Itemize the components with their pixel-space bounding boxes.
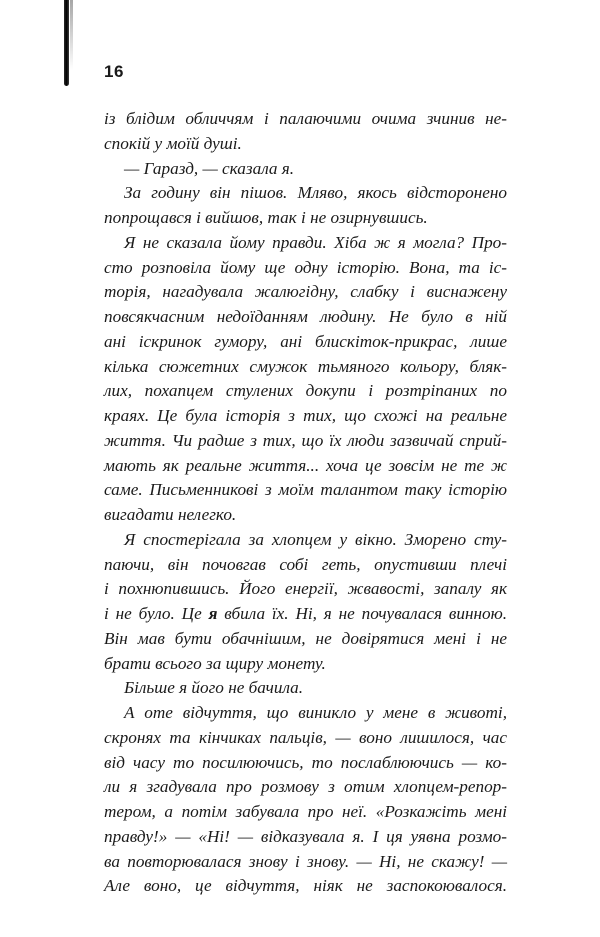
text-line: За годину він пішов. Мляво, якось відсторонено <box>124 183 507 203</box>
text-line: спокій у моїй душі. <box>104 133 242 153</box>
text-line <box>104 602 507 627</box>
text-line: ані іскринок гумору, ані блискіток-прикрас, лише <box>104 331 507 351</box>
text-line: лих, похапцем стулених докупи і розтріпаних по <box>104 381 507 401</box>
page-edge-shadow <box>70 0 73 70</box>
emphasis-word: я <box>208 604 218 623</box>
text-line: попрощався і вийшов, так і не озирнувшись. <box>104 208 428 227</box>
text-line: вигадати нелегко. <box>104 505 237 524</box>
text-line: краях. Це була історія з тих, що схожі на реальне <box>104 406 507 425</box>
text-line: саме. Письменникові з моїм талантом таку історію <box>104 480 507 500</box>
text-line: ва повторювалася знову і знову. — Ні, не скажу! — <box>104 851 507 871</box>
text-line: Більше я його не бачила. <box>124 678 304 698</box>
page-number: 16 <box>104 62 124 81</box>
text-segment: вбила їх. Ні, я не почувалася винною. <box>217 604 508 623</box>
text-line: мають як реальне життя... хоча це зовсім не те ж <box>104 455 507 475</box>
text-line: Але воно, це відчуття, ніяк не заспокоювалося. <box>104 876 507 896</box>
text-line: брати всього за щиру монету. <box>104 653 326 673</box>
text-line: торія, нагадувала жалюгідну, слабку і виснажену <box>104 282 507 302</box>
text-line: А оте відчуття, що виникло у мене в животі, <box>124 703 507 722</box>
text-line: правду!» — «Ні! — відказувала я. І ця уявна розмо- <box>104 826 507 846</box>
text-line: повсякчасним недоїданням людину. Не було в ній <box>104 307 507 326</box>
text-line: тером, а потім забувала про неї. «Розкажіть мені <box>104 802 507 821</box>
text-line: скронях та кінчиках пальців, — воно лишилося, час <box>104 727 507 747</box>
text-line: — Гаразд, — сказала я. <box>124 158 295 178</box>
text-segment: і не було. Це <box>104 604 209 623</box>
body-text <box>104 107 507 899</box>
text-line: із блідим обличчям і палаючими очима зчинив не- <box>104 109 507 128</box>
text-line: Я не сказала йому правди. Хіба ж я могла? Про- <box>124 232 507 252</box>
text-line: життя. Чи радше з тих, що їх люди зазвичай сприй- <box>104 430 507 450</box>
text-line: паючи, він почовгав собі геть, опустивши плечі <box>104 554 507 574</box>
text-line: сто розповіла йому ще одну історію. Вона, та іс- <box>104 257 507 277</box>
page-edge-mark <box>64 0 69 86</box>
text-line: від часу то посилюючись, то послаблюючись — ко- <box>104 752 507 772</box>
text-line: ли я згадувала про розмову з отим хлопцем-репор- <box>104 777 507 797</box>
text-line: і похнюпившись. Його енергії, жвавості, запалу як <box>104 579 507 599</box>
text-line: Він мав бути обачнішим, не довірятися мені і не <box>104 628 507 648</box>
text-line: кілька сюжетних смужок тьмяного кольору, бляк- <box>104 356 507 376</box>
text-line: Я спостерігала за хлопцем у вікно. Зморено сту- <box>124 529 507 549</box>
